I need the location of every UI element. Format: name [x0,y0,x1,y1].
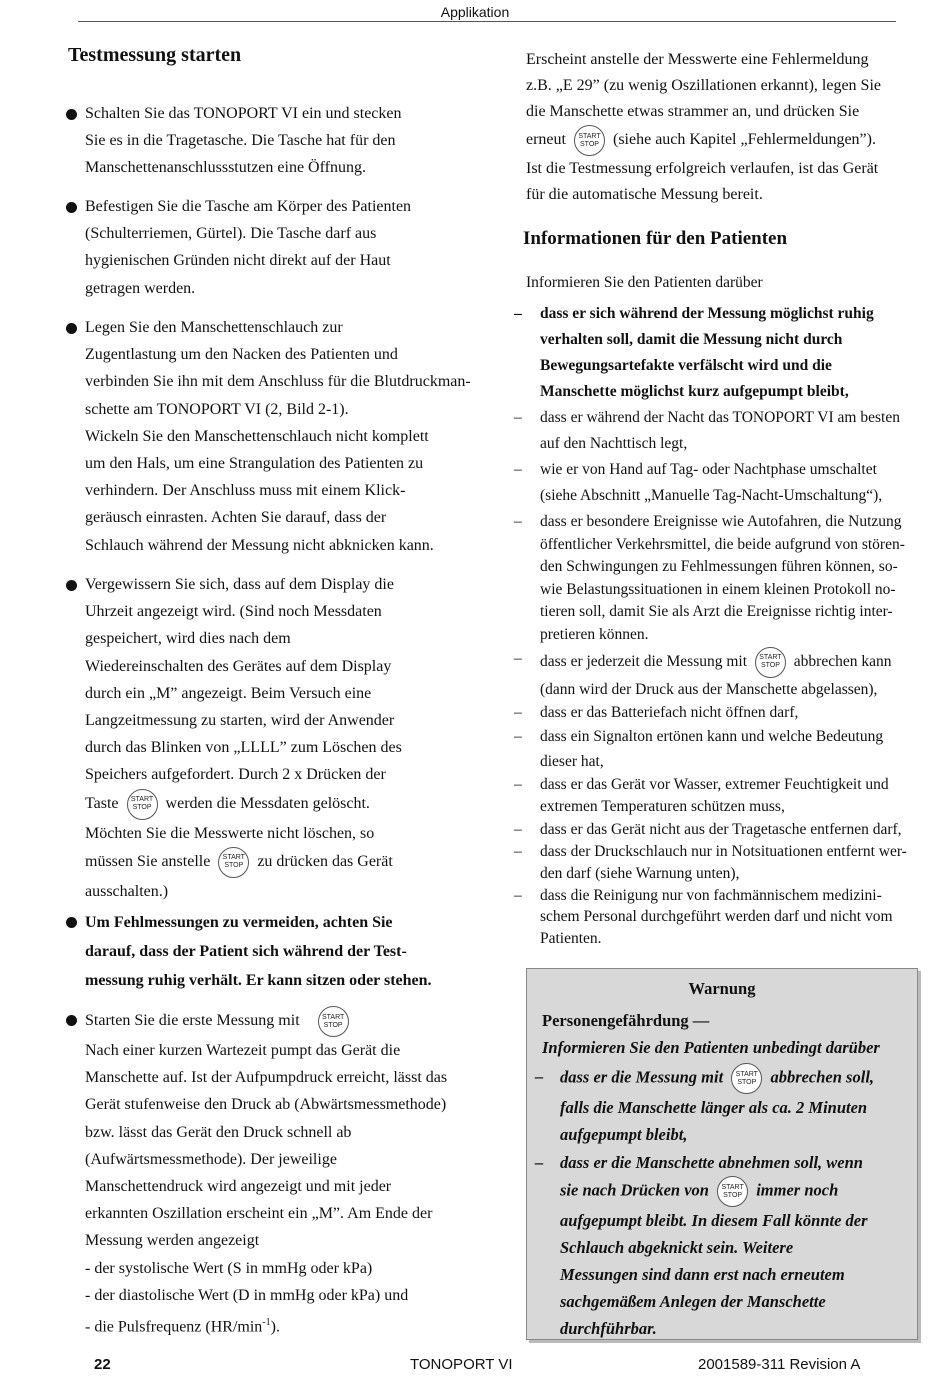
list-item [512,818,948,841]
text-fragment: zu drücken das Gerät [257,853,393,870]
text-line: dass er die Manschette abnehmen soll, wenn [560,1153,863,1172]
list-item [512,647,948,701]
bullet-dot-icon [66,580,77,591]
text-line: Um Fehlmessungen zu vermeiden, achten Sie [85,914,393,931]
dash-marker: – [514,775,522,793]
warning-list [535,1063,907,1342]
text-fragment: (siehe auch Kapitel „Fehlermeldungen”). [612,131,876,149]
text-line: verbinden Sie ihn mit dem Anschluss für die Blutdruckman- [85,373,471,391]
text-line: Möchten Sie die Messwerte nicht löschen, so [85,824,375,842]
text-line: Messung werden angezeigt [85,1232,260,1250]
dash-marker: – [514,886,522,904]
text-line: Gerät stufenweise den Druck ab (Abwärtsmessmethode) [85,1096,447,1114]
bullet-6 [66,1006,506,1341]
list-item [512,841,948,885]
list-item [512,724,948,774]
text-line: getragen werden. [85,279,196,297]
text-line: den darf (siehe Warnung unten), [540,864,740,882]
text-line: z.B. „E 29” (zu wenig Oszillationen erkannt), legen Sie [526,77,881,94]
dash-marker: – [514,820,522,838]
text-line: - der systolische Wert (S in mmHg oder kPa) [85,1259,373,1277]
dash-marker: – [514,703,522,721]
text-line: aufgepumpt bleibt, [560,1125,688,1144]
text-line: Manschettendruck wird angezeigt und mit jeder [85,1178,392,1196]
text-line: Legen Sie den Manschettenschlauch zur [85,319,343,336]
text-fragment: dass er jederzeit die Messung mit [540,652,748,670]
text-line: dass ein Signalton ertönen kann und welche Bedeutung [540,727,884,745]
page-number: 22 [94,1356,111,1373]
text-fragment: Starten Sie die erste Messung mit [85,1012,300,1030]
text-line: schem Personal durchgeführt werden darf und nicht vom [540,908,893,926]
text-line: dieser hat, [540,752,604,770]
text-line: dass er das Batteriefach nicht öffnen darf, [540,703,799,721]
text-line: Ist die Testmessung erfolgreich verlaufen, ist das Gerät [526,160,879,177]
text-line: dass er das Gerät nicht aus der Tragetasche entfernen darf, [540,820,902,838]
text-line: Patienten. [540,929,602,947]
stop-label: STOP [132,804,152,812]
text-line: Nach einer kurzen Wartezeit pumpt das Gerät die [85,1042,401,1059]
text-line: Langzeitmessung zu starten, wird der Anwender [85,712,395,730]
text-line: ausschalten.) [85,882,169,900]
text-fragment: erneut [526,131,566,149]
text-line: verhalten soll, damit die Messung nicht durch [540,331,843,348]
text-line: aufgepumpt bleibt. In diesem Fall könnte der [560,1211,868,1230]
text-line: dass er während der Nacht das TONOPORT VI am besten [540,409,900,426]
text-fragment: immer noch [756,1180,839,1200]
warning-item [535,1063,907,1148]
dash-marker: – [514,409,522,426]
text-line: wie er von Hand auf Tag- oder Nachtphase umschaltet [540,461,877,478]
dash-marker: – [514,842,522,860]
text-line: auf den Nachttisch legt, [540,435,688,452]
bullet-2 [66,193,506,302]
patient-info-list [512,301,948,949]
warning-box [526,968,918,1340]
text-line: für die automatische Messung bereit. [526,186,763,203]
text-line: Bewegungsartefakte verfälscht wird und die [540,357,832,374]
text-line: die Manschette etwas strammer an, und drücken Sie [526,103,860,120]
bullet-5 [66,908,506,995]
text-line: Wickeln Sie den Manschettenschlauch nicht komplett [85,427,429,445]
list-item [512,885,948,950]
warning-subtitle: Personengefährdung — [542,1011,710,1030]
start-label: START [759,654,782,662]
stop-label: STOP [580,140,599,148]
text-fragment: - die Pulsfrequenz (HR/min [85,1318,263,1336]
text-line: (Aufwärtsmessmethode). Der jeweilige [85,1150,337,1168]
text-line: tieren soll, damit Sie als Arzt die Ereignisse richtig inter- [540,603,893,621]
dash-marker: – [535,1067,544,1086]
text-line: dass er sich während der Messung möglichst ruhig [540,305,874,322]
text-line: bzw. lässt das Gerät den Druck schnell ab [85,1123,352,1141]
warning-item [535,1149,907,1342]
text-line: Befestigen Sie die Tasche am Körper des Patienten [85,198,412,215]
info-lead: Informieren Sie den Patienten darüber [526,274,763,291]
text-fragment: Taste [85,794,119,812]
stop-label: STOP [737,1078,757,1086]
error-message-paragraph [526,47,946,208]
text-line: Erscheint anstelle der Messwerte eine Fehlermeldung [526,51,869,68]
text-fragment: sie nach Drücken von [560,1180,709,1200]
text-line: durch ein „M” angezeigt. Beim Versuch eine [85,684,372,702]
section-title-testmessung: Testmessung starten [68,44,242,66]
running-header: Applikation [440,4,510,20]
warning-lead: Informieren Sie den Patienten unbedingt darüber [542,1038,880,1057]
text-line: darauf, dass der Patient sich während der Test- [85,943,407,960]
list-item [512,701,948,724]
text-line: Manschette auf. Ist der Aufpumpdruck erreicht, lässt das [85,1069,448,1087]
text-line: gespeichert, wird dies nach dem [85,630,291,648]
stop-label: STOP [323,1021,343,1029]
text-line: Schalten Sie das TONOPORT VI ein und stecken [85,105,402,122]
text-line: extremen Temperaturen schützen muss, [540,797,785,815]
start-stop-button-icon [574,125,605,156]
text-line: Messungen sind dann erst nach erneutem [560,1265,845,1284]
start-stop-button-icon [731,1063,762,1094]
bullet-3 [66,314,506,559]
text-line: Manschettenanschlussstutzen eine Öffnung. [85,159,366,177]
text-line: geräusch einrasten. Achten Sie darauf, dass der [85,509,387,527]
stop-label: STOP [723,1191,743,1199]
header-rule [78,21,896,22]
text-line-starten [85,1006,506,1037]
text-fragment: werden die Messdaten gelöscht. [165,794,370,812]
start-label: START [222,854,245,862]
text-line: durchführbar. [560,1319,657,1338]
text-fragment: ). [270,1318,280,1336]
text-line-erneut [526,125,946,156]
text-line: (Schulterriemen, Gürtel). Die Tasche darf aus [85,225,377,243]
text-line: den Schwingungen zu Fehlmessungen führen können, so- [540,558,898,576]
text-line: erkannten Oszillation erscheint ein „M”. Am Ende der [85,1205,433,1223]
dash-marker: – [514,649,522,667]
text-line: Schlauch abgeknickt sein. Weitere [560,1238,794,1257]
text-line: (dann wird der Druck aus der Manschette abgelassen), [540,680,878,698]
dash-marker: – [535,1153,544,1172]
text-line: dass der Druckschlauch nur in Notsituationen entfernt wer- [540,842,907,860]
text-line-muessen [85,847,506,878]
bullet-dot-icon [66,917,77,928]
start-label: START [321,1013,345,1021]
text-fragment: dass er die Messung mit [560,1067,724,1087]
text-line: hygienischen Gründen nicht direkt auf der Haut [85,252,391,270]
text-line: Schlauch während der Messung nicht abknicken kann. [85,536,434,554]
superscript: -1 [262,1317,271,1329]
text-line: schette am TONOPORT VI (2, Bild 2-1). [85,400,349,418]
list-item [512,511,948,647]
start-label: START [130,796,154,804]
text-line: falls die Manschette länger als ca. 2 Minuten [560,1098,868,1117]
text-line: sachgemäßem Anlegen der Manschette [560,1292,826,1311]
section-title-informationen: Informationen für den Patienten [523,228,788,249]
dash-marker: – [514,305,522,322]
bullet-dot-icon [66,202,77,213]
list-item [512,774,948,818]
text-line: - der diastolische Wert (D in mmHg oder kPa) und [85,1286,409,1304]
bullet-4 [66,571,506,905]
bullet-dot-icon [66,323,77,334]
text-line: Uhrzeit angezeigt wird. (Sind noch Messdaten [85,603,382,621]
text-line-taste [85,789,506,820]
text-fragment: abbrechen kann [793,652,892,670]
bullet-1 [66,100,506,182]
text-line: Wiedereinschalten des Gerätes auf dem Display [85,657,392,675]
list-item [512,405,948,457]
warning-title: Warnung [688,979,756,998]
start-stop-button-icon [127,789,158,820]
text-line: durch das Blinken von „LLLL” zum Löschen des [85,739,402,757]
text-line: Manschette möglichst kurz aufgepumpt bleibt, [540,383,849,400]
text-line-abbrechen [540,647,948,678]
text-line: wie Belastungssituationen in einem kleinen Protokoll no- [540,580,896,598]
footer-document-id: 2001589-311 Revision A [698,1356,861,1373]
bullet-dot-icon [66,1015,77,1026]
start-stop-button-icon [318,1006,349,1037]
list-item [512,301,948,405]
text-line: dass die Reinigung nur von fachmännischem medizini- [540,886,882,904]
text-fragment: müssen Sie anstelle [85,853,211,870]
text-line: um den Hals, um eine Strangulation des Patienten zu [85,455,424,473]
footer-product: TONOPORT VI [410,1356,513,1373]
start-stop-button-icon [755,647,786,678]
text-line: pretieren können. [540,625,649,643]
bullet-dot-icon [66,109,77,120]
text-line: Sie es in die Tragetasche. Die Tasche hat für den [85,132,396,150]
text-line: (siehe Abschnitt „Manuelle Tag-Nacht-Umschaltung“), [540,487,883,504]
start-label: START [721,1183,744,1191]
text-line: messung ruhig verhält. Er kann sitzen oder stehen. [85,972,432,989]
text-line: dass er das Gerät vor Wasser, extremer Feuchtigkeit und [540,775,889,793]
text-line: verhindern. Der Anschluss muss mit einem Klick- [85,482,406,500]
text-line: Speichers aufgefordert. Durch 2 x Drücken der [85,766,386,784]
list-item [512,457,948,509]
text-line: Vergewissern Sie sich, dass auf dem Display die [85,576,394,593]
dash-marker: – [514,513,522,530]
start-stop-button-icon [218,847,249,878]
start-label: START [578,132,601,140]
text-line: öffentlicher Verkehrsmittel, die beide aufgrund von stören- [540,535,905,553]
stop-label: STOP [760,662,780,670]
dash-marker: – [514,727,522,745]
stop-label: STOP [224,862,244,870]
start-stop-button-icon [717,1176,748,1207]
text-line: dass er besondere Ereignisse wie Autofahren, die Nutzung [540,513,902,530]
text-line-messung [560,1063,907,1094]
start-label: START [735,1070,758,1078]
text-line: Zugentlastung um den Nacken des Patienten und [85,346,398,364]
dash-marker: – [514,461,522,478]
text-fragment: abbrechen soll, [770,1067,875,1087]
text-line-puls [85,1309,506,1341]
text-line-druecken [560,1176,907,1207]
